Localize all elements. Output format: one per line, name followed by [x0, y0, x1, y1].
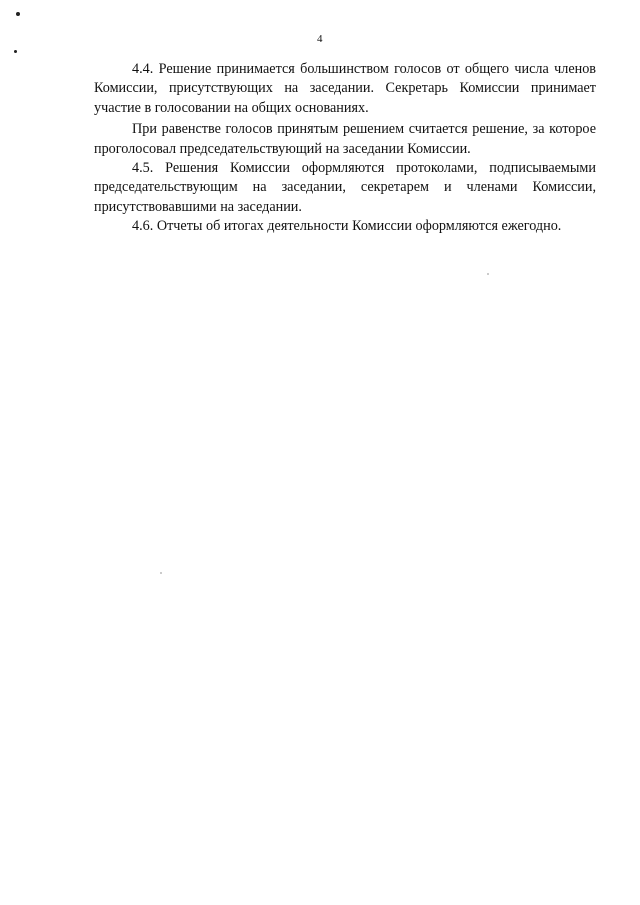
paragraph-4-4: 4.4. Решение принимается большинством голосов от общего числа членов Комиссии, присутствующих на заседании. Секретарь Комиссии принимает участие в голосовании на общих основаниях. — [94, 61, 596, 116]
paragraph-4-4-tie-vote: При равенстве голосов принятым решением считается решение, за которое проголосовал председательствующий на заседании Комиссии. — [94, 121, 596, 157]
paragraph-4-5: 4.5. Решения Комиссии оформляются протоколами, подписываемыми председательствующим на заседании, секретарем и членами Комиссии, присутствовавшими на заседании. — [94, 160, 596, 215]
document-body — [94, 60, 596, 237]
page-number: 4 — [317, 33, 323, 45]
scan-speck-left — [14, 50, 17, 53]
scan-dot-right — [487, 273, 489, 275]
scan-dot-left — [160, 572, 162, 574]
paragraph-4-6: 4.6. Отчеты об итогах деятельности Комиссии оформляются ежегодно. — [132, 218, 562, 235]
scan-speck-top — [16, 12, 20, 16]
